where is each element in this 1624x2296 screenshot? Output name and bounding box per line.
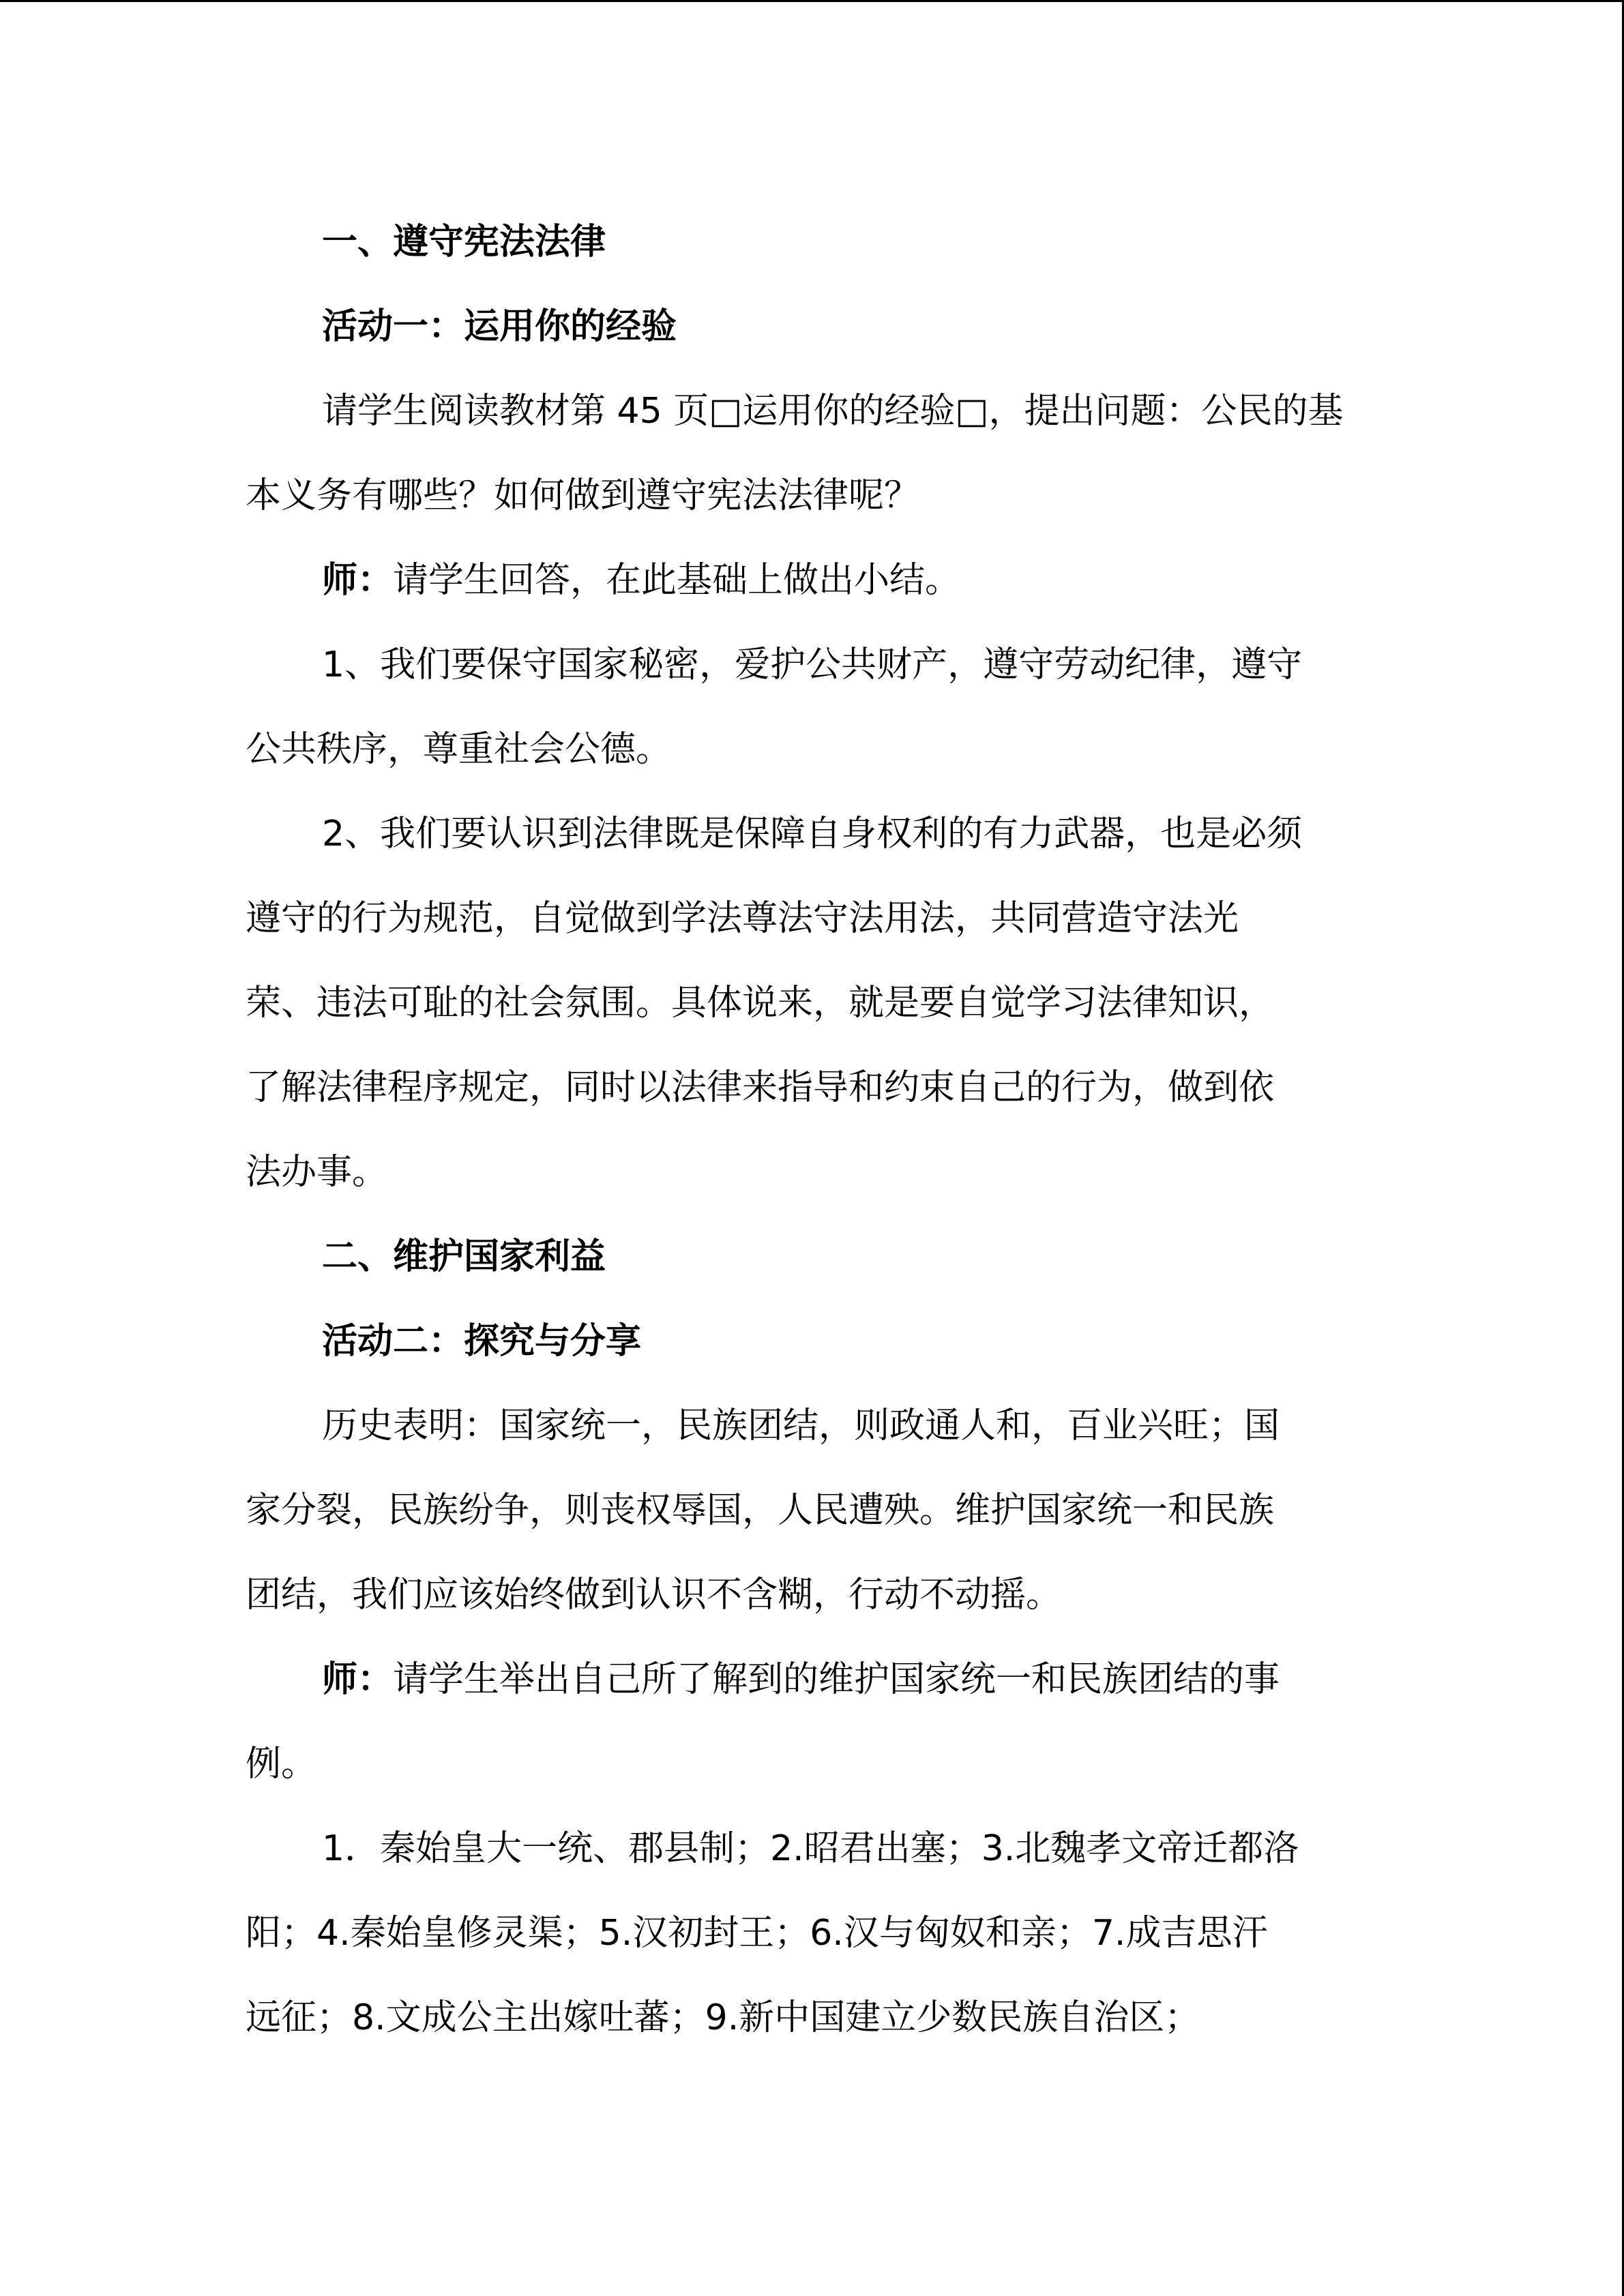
document-body [246,200,1378,2060]
examples-paragraph [246,1806,1378,2060]
teacher-label-2: 师： [322,1659,394,1700]
point-2-line-1: 2、我们要认识到法律既是保障自身权利的有力武器，也是必须 [322,814,1303,854]
examples-line-1: 1．秦始皇大一统、郡县制；2.昭君出塞；3.北魏孝文帝迁都洛 [322,1828,1299,1869]
teacher-label: 师： [322,560,394,601]
point-2-line-4: 了解法律程序规定，同时以法律来指导和约束自己的行为，做到依 [246,1067,1275,1108]
point-1-line-2: 公共秩序，尊重社会公德。 [246,729,672,770]
teacher-line-2b: 例。 [246,1744,317,1785]
history-line-3: 团结，我们应该始终做到认识不含糊，行动不动摇。 [246,1575,1062,1615]
teacher-text: 请学生回答，在此基础上做出小结。 [393,560,961,601]
examples-line-2: 阳；4.秦始皇修灵渠；5.汉初封王；6.汉与匈奴和亲；7.成吉思汗 [246,1913,1268,1954]
teacher-line-2 [246,1637,1378,1722]
history-paragraph [246,1384,1378,1637]
history-line-1: 历史表明：国家统一，民族团结，则政通人和，百业兴旺；国 [322,1405,1280,1446]
section-heading-national-interest: 二、维护国家利益 [322,1236,606,1277]
point-2-line-3: 荣、违法可耻的社会氛围。具体说来，就是要自觉学习法律知识， [246,983,1275,1024]
point-2-line-2: 遵守的行为规范，自觉做到学法尊法守法用法，共同营造守法光 [246,898,1239,939]
examples-line-3: 远征；8.文成公主出嫁吐蕃；9.新中国建立少数民族自治区； [246,1997,1200,2038]
intro-line-2: 本义务有哪些？如何做到遵守宪法法律呢？ [246,475,920,516]
teacher-paragraph-2 [246,1637,1378,1806]
teacher-paragraph-1 [246,538,1378,623]
teacher-line [246,538,1378,623]
teacher-text-2: 请学生举出自己所了解到的维护国家统一和民族团结的事 [393,1659,1280,1700]
point-1-line-1: 1、我们要保守国家秘密，爱护公共财产，遵守劳动纪律，遵守 [322,644,1303,685]
intro-paragraph [246,369,1378,538]
intro-line-1: 请学生阅读教材第 45 页□运用你的经验□，提出问题：公民的基 [322,391,1344,432]
activity-heading-1: 活动一：运用你的经验 [322,306,677,347]
activity-heading-2: 活动二：探究与分享 [322,1321,642,1362]
section-heading-uphold-constitution: 一、遵守宪法法律 [322,222,606,263]
history-line-2: 家分裂，民族纷争，则丧权辱国，人民遭殃。维护国家统一和民族 [246,1490,1275,1531]
point-1-paragraph [246,623,1378,792]
point-2-line-5: 法办事。 [246,1152,388,1193]
point-2-paragraph [246,792,1378,1214]
